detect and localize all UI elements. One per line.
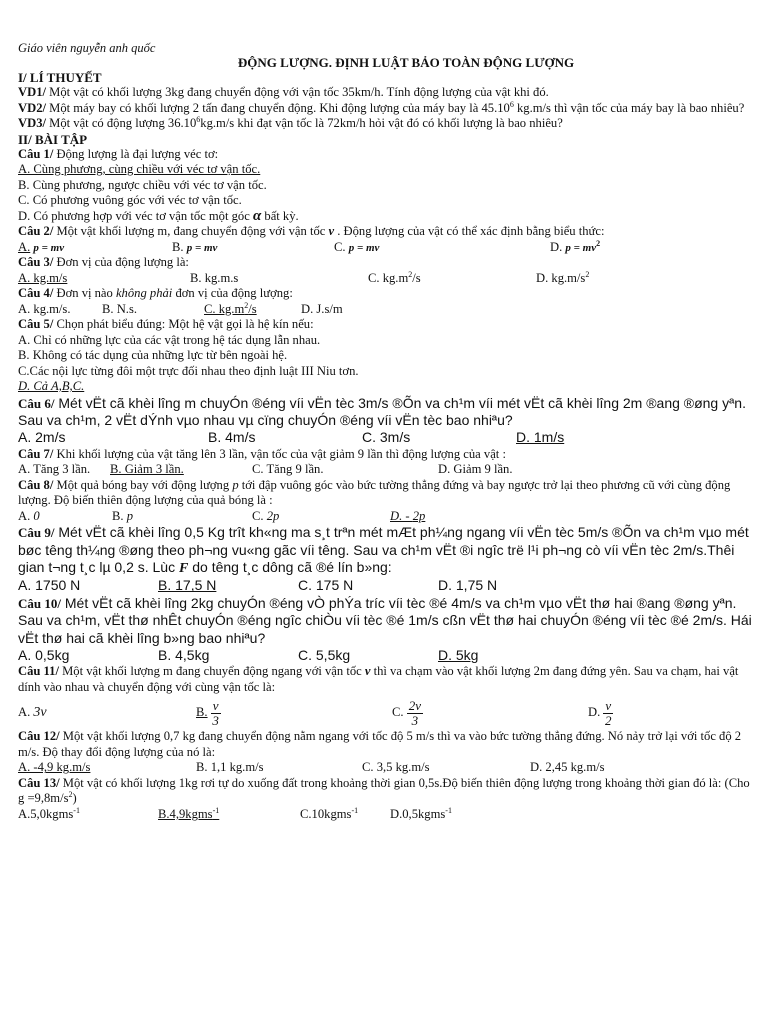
question-2: Câu 2/ Một vật khối lượng m, đang chuyển động với vận tốc ν . Động lượng của vật có thể xác định bằng biểu thức: bbox=[18, 224, 605, 238]
q9-options bbox=[18, 577, 754, 594]
q12-option-d: D. 2,45 kg.m/s bbox=[530, 760, 605, 775]
q7-option-b: B. Giảm 3 lần. bbox=[110, 462, 184, 477]
question-3: Câu 3/ Đơn vị của động lượng là: bbox=[18, 255, 189, 269]
q10-option-b: B. 4,5kg bbox=[158, 647, 210, 664]
section-theory-heading: I/ LÍ THUYẾT bbox=[18, 70, 102, 85]
q4-options bbox=[18, 302, 754, 318]
q5-option-c: C.Các nội lực từng đôi một trực đối nhau theo định luật III Niu tơn. bbox=[18, 363, 359, 378]
q13-option-d: D.0,5kgms$^{-1}$ bbox=[390, 805, 452, 821]
q12-option-a: A. -4,9 kg.m/s bbox=[18, 760, 91, 775]
q10-option-a: A. 0,5kg bbox=[18, 647, 70, 664]
question-5: Câu 5/ Chọn phát biểu đúng: Một hệ vật gọi là hệ kín nếu: bbox=[18, 317, 314, 331]
q2-option-c: C. p = mv bbox=[334, 239, 380, 254]
question-12: Câu 12/ Một vật khối lượng 0,7 kg đang chuyển động nằm ngang với tốc độ 5 m/s thì va vào bức tường thẳng đứng. Nó nảy trở lại với tốc độ 2 m/s. Độ thay đổi động lượng của nó là: bbox=[18, 729, 742, 759]
q2-option-b: B. p = mv bbox=[172, 239, 218, 254]
q1-option-d: D. Có phương hợp với véc tơ vận tốc một góc α bất kỳ. bbox=[18, 207, 299, 224]
q7-option-a: A. Tăng 3 lần. bbox=[18, 462, 91, 477]
q8-option-c: C. 2p bbox=[252, 508, 280, 523]
q11-option-c: C. $\frac{2\nu}{3}$ bbox=[392, 698, 421, 729]
worksheet-page bbox=[18, 42, 754, 822]
q10-option-c: C. 5,5kg bbox=[298, 647, 351, 664]
page-title: ĐỘNG LƯỢNG. ĐỊNH LUẬT BẢO TOÀN ĐỘNG LƯỢNG bbox=[237, 55, 575, 70]
q11-options bbox=[18, 695, 754, 729]
q9-option-b: B. 17,5 N bbox=[158, 577, 217, 594]
question-10: Câu 10/ Mét vËt cã khèi lîng 2kg chuyÓn ®éng vÒ phÝa tríc víi tèc ®é 4m/s va ch¹m vµo vËt thø hai ®ang ®øng yªn. Sau va ch¹m, vËt thø nhÊt chuyÓn ®éng ngîc chiÒu víi tèc ®é 1m/s cßn vËt thø hai chuyÓn ®éng víi tèc ®é 2m/s. Hái vËt thø hai cã khèi lîng b»ng bao nhiªu? bbox=[18, 594, 752, 646]
vd2: VD2/ Một máy bay có khối lượng 2 tấn đang chuyển động. Khi động lượng của máy bay là 45.10$^6$ kg.m/s thì vận tốc của máy bay là bao nhiêu? bbox=[18, 99, 745, 115]
q7-options bbox=[18, 462, 754, 478]
q11-option-b: B. $\frac{\nu}{3}$ bbox=[196, 698, 219, 729]
q10-options bbox=[18, 647, 754, 664]
q2-option-d: D. $p = mv^2$ bbox=[550, 238, 601, 254]
q8-option-a: A. 0 bbox=[18, 508, 40, 523]
question-13: Câu 13/ Một vật có khối lượng 1kg rơi tự do xuống đất trong khoảng thời gian 0,5s.Độ biến thiên động lượng trong khoảng thời gian đó là: (Cho $g =9,8m/s^2$) bbox=[18, 775, 750, 806]
q4-option-a: A. kg.m/s. bbox=[18, 301, 71, 316]
vd3: VD3/ Một vật có động lượng 36.10$^6$kg.m/s khi đạt vận tốc là 72km/h hỏi vật đó có khối lượng là bao nhiêu? bbox=[18, 114, 563, 130]
q12-option-c: C. 3,5 kg.m/s bbox=[362, 760, 430, 775]
question-9: Câu 9/ Mét vËt cã khèi lîng 0,5 Kg trît kh«ng ma s¸t trªn mét mÆt ph¼ng ngang víi vËn tèc 5m/s ®Õn va ch¹m vµo mét bøc têng th¼ng ®øng theo ph¬ng vu«ng gãc víi têng. Sau va ch¹m vËt ®i ngîc trë l¹i ph¬ng cò víi vËn tèc 2m/s.Thêi gian t¬ng t¸c lµ 0,2 s. Lùc F do têng t¸c dông cã ®é lín b»ng: bbox=[18, 524, 749, 577]
q5-option-d: D. Cả A,B,C. bbox=[18, 379, 85, 393]
q8-options bbox=[18, 509, 754, 525]
q11-option-a: A. 3ν bbox=[18, 705, 47, 721]
q13-option-b: B.4,9kgms$^{-1}$ bbox=[158, 805, 220, 821]
q6-option-b: B. 4m/s bbox=[208, 429, 256, 446]
q3-option-a: A. kg.m/s bbox=[18, 270, 68, 285]
q6-option-a: A. 2m/s bbox=[18, 429, 66, 446]
q7-option-c: C. Tăng 9 lần. bbox=[252, 462, 324, 477]
section-exercises-heading: II/ BÀI TẬP bbox=[18, 131, 88, 147]
vd1: VD1/ Một vật có khối lượng 3kg đang chuyển động với vận tốc 35km/h. Tính động lượng của vật khi đó. bbox=[18, 85, 549, 99]
q3-option-c: C. $kg.m^2/s$ bbox=[368, 269, 421, 285]
q4-option-c: C. $kg.m^2/s$ bbox=[204, 300, 257, 316]
q8-option-b: B. p bbox=[112, 508, 133, 523]
q2-options bbox=[18, 240, 754, 256]
question-1: Câu 1/ Động lượng là đại lượng véc tơ: bbox=[18, 146, 219, 161]
q4-option-b: B. N.s. bbox=[102, 301, 137, 316]
q5-option-a: A. Chỉ có những lực của các vật trong hệ tác dụng lẫn nhau. bbox=[18, 332, 321, 347]
q12-option-b: B. 1,1 kg.m/s bbox=[196, 760, 264, 775]
q2-option-a: A. p = mv bbox=[18, 239, 65, 254]
question-4: Câu 4/ Đơn vị nào không phải đơn vị của động lượng: bbox=[18, 286, 293, 300]
q1-option-c: C. Có phương vuông góc với véc tơ vận tốc. bbox=[18, 193, 242, 207]
q12-options bbox=[18, 760, 754, 776]
q9-option-a: A. 1750 N bbox=[18, 577, 81, 594]
q7-option-d: D. Giảm 9 lần. bbox=[438, 462, 513, 477]
q3-options bbox=[18, 271, 754, 287]
q9-option-c: C. 175 N bbox=[298, 577, 354, 594]
q6-option-d: D. 1m/s bbox=[516, 429, 565, 446]
q3-option-d: D. $kg.m/s^2$ bbox=[536, 269, 590, 285]
q13-option-c: C.10kgms$^{-1}$ bbox=[300, 805, 359, 821]
question-11: Câu 11/ Một vật khối lượng m đang chuyển động ngang với vận tốc ν thì va chạm vào vật khối lượng 2m đang đứng yên. Sau va chạm, hai vật dính vào nhau và chuyển động với cùng vận tốc là: bbox=[18, 664, 739, 694]
q13-option-a: A.5,0kgms$^{-1}$ bbox=[18, 805, 80, 821]
question-8: Câu 8/ Một quả bóng bay với động lượng p tới đập vuông góc vào bức tường thẳng đứng và bay ngược trở lại theo phương cũ với cùng động lượng. Độ biến thiên động lượng của quả bóng là : bbox=[18, 477, 731, 508]
q11-option-d: D. $\frac{\nu}{2}$ bbox=[588, 698, 612, 729]
q6-option-c: C. 3m/s bbox=[362, 429, 411, 446]
teacher-name: Giáo viên nguyễn anh quốc bbox=[18, 41, 156, 55]
q1-option-a: A. Cùng phương, cùng chiều với véc tơ vận tốc. bbox=[18, 162, 261, 176]
q10-option-d: D. 5kg bbox=[438, 647, 479, 664]
question-7: Câu 7/ Khi khối lượng của vật tăng lên 3 lần, vận tốc của vật giảm 9 lần thì động lượng của vật : bbox=[18, 446, 506, 461]
q9-option-d: D. 1,75 N bbox=[438, 577, 498, 594]
q6-options bbox=[18, 429, 754, 446]
q8-option-d: D. - 2p bbox=[390, 508, 426, 523]
q5-option-b: B. Không có tác dụng của những lực từ bên ngoài hệ. bbox=[18, 348, 288, 362]
question-6: Câu 6/ Mét vËt cã khèi lîng m chuyÓn ®éng víi vËn tèc 3m/s ®Õn va ch¹m víi mét vËt cã khèi lîng 2m ®ang ®øng yªn. Sau va ch¹m, 2 vËt dÝnh vµo nhau vµ cïng chuyÓn ®éng víi vËn tèc bao nhiªu? bbox=[18, 394, 746, 428]
q13-options bbox=[18, 807, 754, 823]
q3-option-b: B. kg.m.s bbox=[190, 270, 239, 285]
q4-option-d: D. J.s/m bbox=[301, 301, 343, 316]
q1-option-b: B. Cùng phương, ngược chiều với véc tơ vận tốc. bbox=[18, 177, 267, 192]
